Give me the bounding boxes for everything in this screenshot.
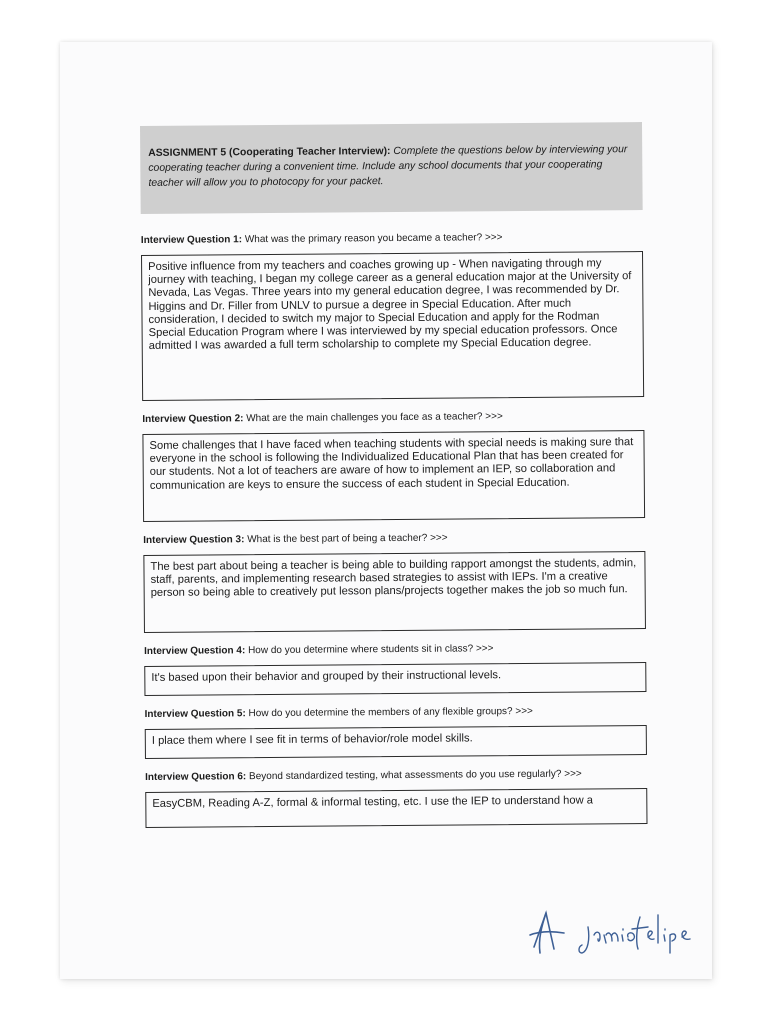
- question-3: [143, 530, 645, 547]
- answer-5: I place them where I see fit in terms of behavior/role model skills.: [145, 725, 647, 759]
- question-2-label: Interview Question 2:: [142, 413, 244, 425]
- question-4-label: Interview Question 4:: [144, 645, 246, 657]
- assignment-instructions: Complete the questions below by interviewing your cooperating teacher during a convenient time. Include any school documents that your cooperating teacher will allow you to photocopy for your packet.: [148, 144, 628, 189]
- question-4-text: How do you determine where students sit in class? >>>: [248, 643, 494, 657]
- question-2-text: What are the main challenges you face as a teacher? >>>: [246, 411, 503, 425]
- signature-name-mark: [579, 915, 690, 953]
- assignment-content: [140, 122, 647, 828]
- question-3-label: Interview Question 3:: [143, 534, 245, 546]
- question-4: [144, 641, 646, 658]
- signature-initials-mark: [530, 913, 564, 953]
- signature: [528, 905, 703, 965]
- question-1: [141, 230, 643, 247]
- assignment-title: ASSIGNMENT 5 (Cooperating Teacher Interview):: [148, 146, 391, 159]
- answer-4: It's based upon their behavior and grouped by their instructional levels.: [144, 662, 646, 696]
- assignment-header: [140, 122, 643, 214]
- question-1-label: Interview Question 1:: [140, 234, 243, 246]
- question-6: [145, 767, 647, 784]
- question-3-text: What is the best part of being a teacher? >>>: [247, 532, 448, 546]
- answer-3: The best part about being a teacher is being able to building rapport amongst the students, admin, staff, parents, and implementing research based strategies to assist with IEPs. I'm a creative person so being able to creatively put lesson plans/projects together makes the job so much fun.: [143, 551, 646, 633]
- question-6-label: Interview Question 6:: [145, 771, 247, 783]
- answer-6: EasyCBM, Reading A-Z, formal & informal testing, etc. I use the IEP to understand how a: [145, 788, 647, 828]
- question-5-label: Interview Question 5:: [144, 708, 246, 720]
- answer-2: Some challenges that I have faced when teaching students with special needs is making sure that everyone in the school is following the Individualized Educational Plan that has been created for our students. Not a lot of teachers are aware of how to implement an IEP, so collaboration and communication are keys to ensure the success of each student in Special Education.: [142, 430, 645, 522]
- question-1-text: What was the primary reason you became a teacher? >>>: [244, 232, 503, 246]
- question-5-text: How do you determine the members of any flexible groups? >>>: [248, 705, 533, 720]
- answer-1: Positive influence from my teachers and coaches growing up - When navigating through my journey with teaching, I began my college career as a general education major at the University of Nevada, Las Vegas. Three years into my general education degree, I was recommended by Dr. Higgins and Dr. Filler from UNLV to pursue a degree in Special Education. After much consideration, I decided to switch my major to Special Education and apply for the Rodman Special Education Program where I was interviewed by my special education professors. Once admitted I was awarded a full term scholarship to complete my Special Education degree.: [141, 251, 644, 401]
- question-5: [145, 704, 647, 721]
- question-2: [142, 409, 644, 426]
- question-6-text: Beyond standardized testing, what assessments do you use regularly? >>>: [248, 768, 582, 783]
